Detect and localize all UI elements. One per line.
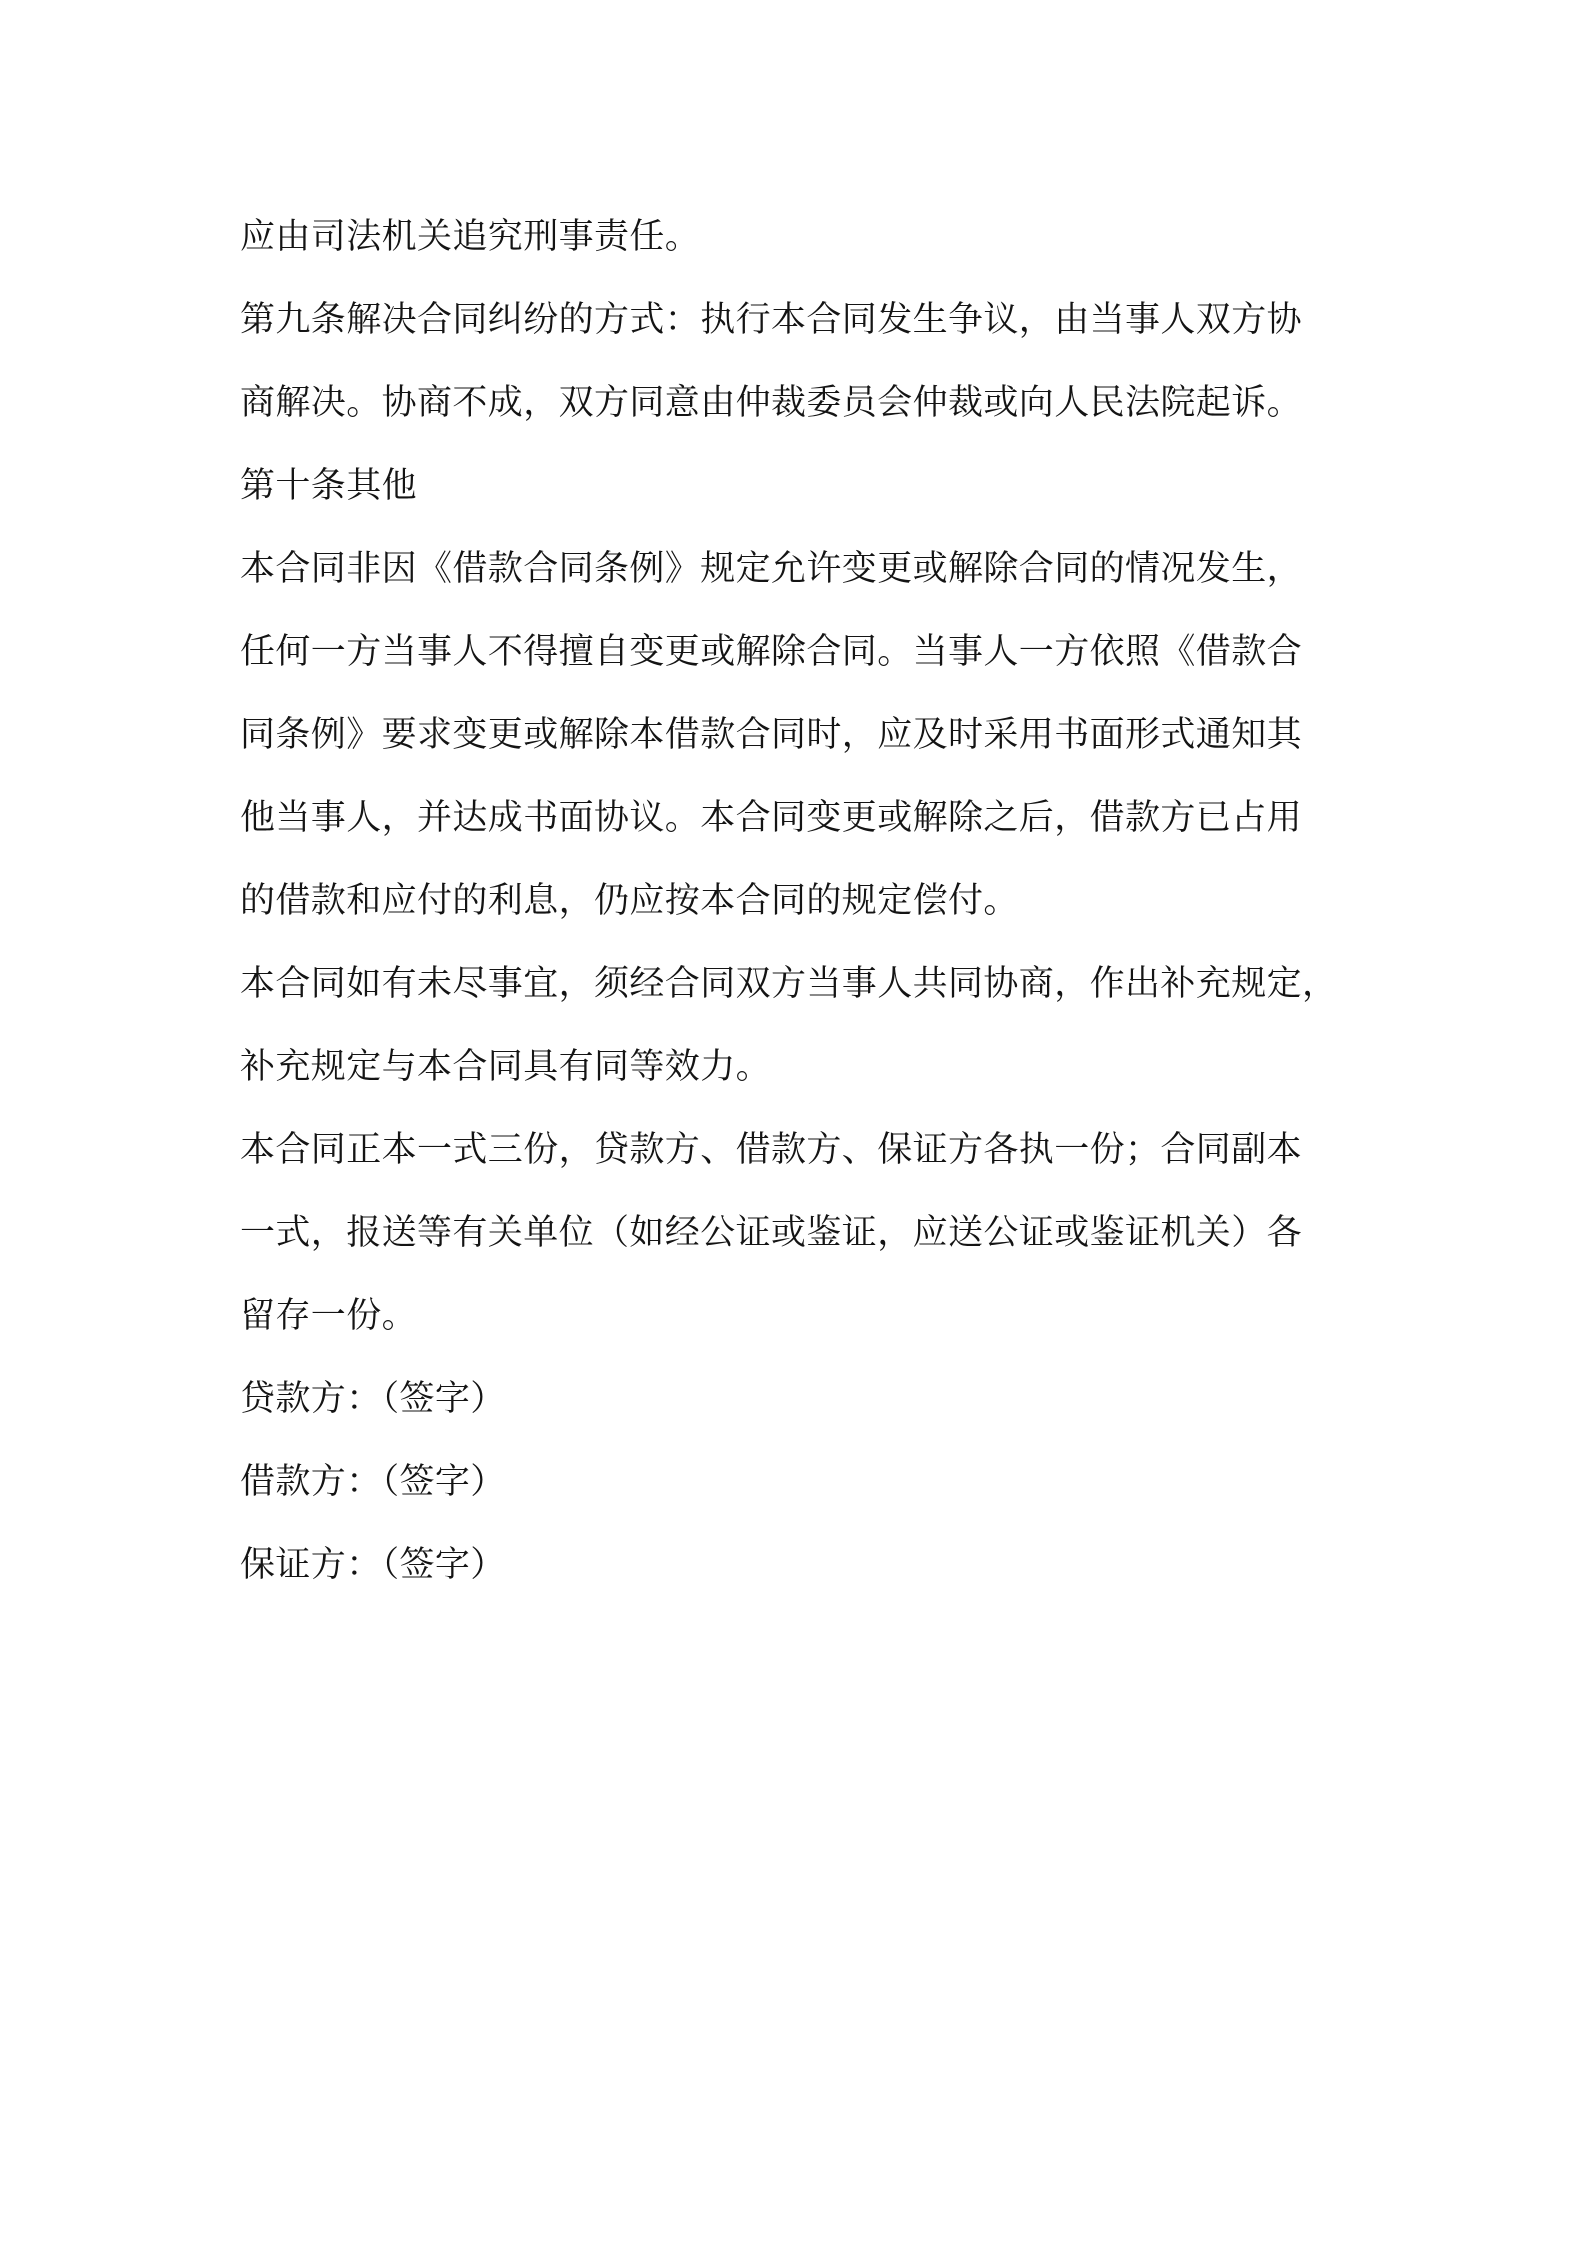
clause-10-para-1-line-2: 任何一方当事人不得擅自变更或解除合同。当事人一方依照《借款合 — [240, 632, 1303, 672]
lender-signature-line: 贷款方：（签字） — [240, 1379, 506, 1419]
clause-10-para-1-line-3: 同条例》要求变更或解除本借款合同时，应及时采用书面形式通知其 — [240, 715, 1303, 755]
contract-text — [240, 196, 1360, 1607]
guarantor-signature-line: 保证方：（签字） — [240, 1545, 506, 1585]
clause-10-para-3-line-1: 本合同正本一式三份，贷款方、借款方、保证方各执一份；合同副本 — [240, 1130, 1303, 1170]
clause-10-para-1-line-1: 本合同非因《借款合同条例》规定允许变更或解除合同的情况发生， — [240, 549, 1303, 589]
clause-9-line-1: 第九条解决合同纠纷的方式：执行本合同发生争议，由当事人双方协 — [240, 300, 1303, 340]
clause-10-para-2-line-1: 本合同如有未尽事宜，须经合同双方当事人共同协商，作出补充规定， — [240, 964, 1338, 1004]
clause-10-heading: 第十条其他 — [240, 466, 418, 506]
clause-10-para-3-line-3: 留存一份。 — [240, 1296, 418, 1336]
clause-10-para-2-line-2: 补充规定与本合同具有同等效力。 — [240, 1047, 772, 1087]
clause-8-end: 应由司法机关追究刑事责任。 — [240, 217, 701, 257]
borrower-signature-line: 借款方：（签字） — [240, 1462, 506, 1502]
clause-10-para-3-line-2: 一式，报送等有关单位（如经公证或鉴证，应送公证或鉴证机关）各 — [240, 1213, 1303, 1253]
clause-10-para-1-line-5: 的借款和应付的利息，仍应按本合同的规定偿付。 — [240, 881, 1019, 921]
clause-10-para-1-line-4: 他当事人，并达成书面协议。本合同变更或解除之后，借款方已占用 — [240, 798, 1303, 838]
clause-9-line-2: 商解决。协商不成，双方同意由仲裁委员会仲裁或向人民法院起诉。 — [240, 383, 1303, 423]
